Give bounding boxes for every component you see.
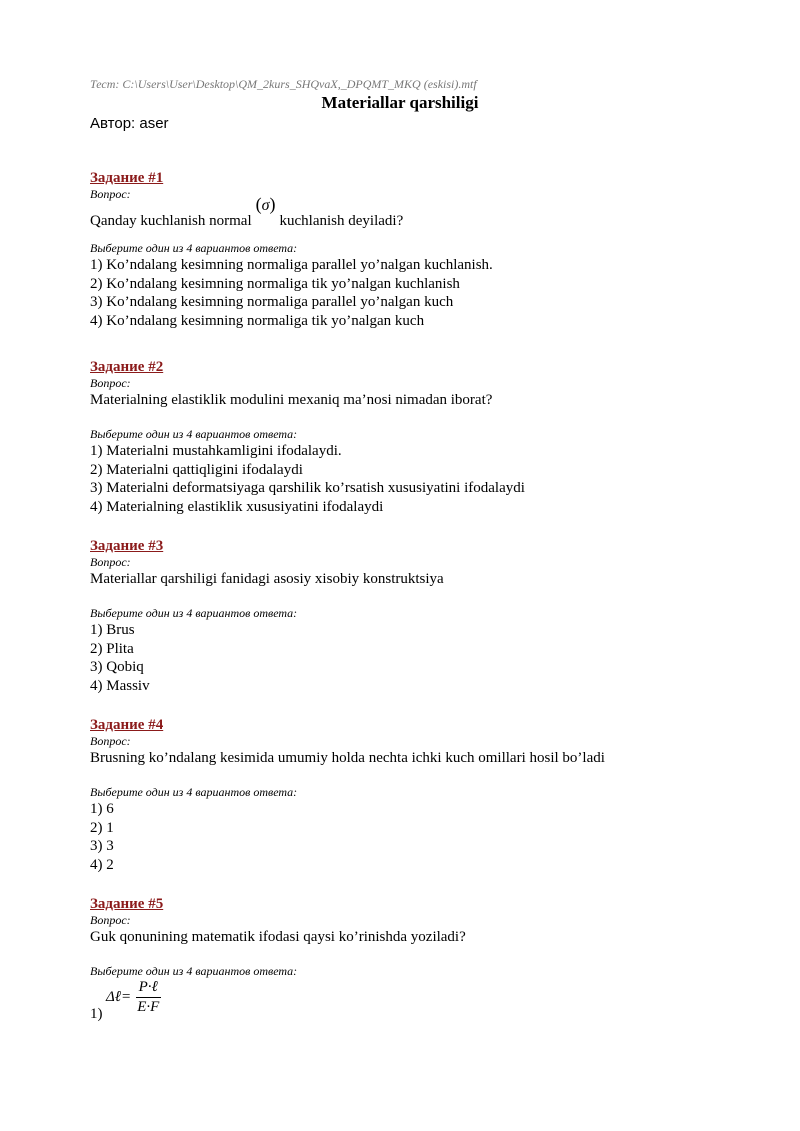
answer-option-number: 1)	[90, 1006, 103, 1022]
answer-prompt: Выберите один из 4 вариантов ответа:	[90, 427, 298, 441]
task-1	[90, 170, 730, 330]
task-title: Задание #3	[90, 538, 164, 554]
answer-option: 2) Materialni qattiqligini ifodalaydi	[90, 461, 303, 478]
answer-prompt: Выберите один из 4 вариантов ответа:	[90, 241, 298, 255]
answer-option: 3) 3	[90, 838, 114, 854]
sigma-symbol: (σ)	[255, 194, 276, 214]
answer-option: 1) Brus	[90, 622, 135, 638]
answer-option: 4) 2	[90, 856, 114, 873]
question-text: Materialning elastiklik modulini mexaniq ma’nosi nimadan iborat?	[90, 392, 493, 408]
answer-option: 1) Materialni mustahkamligini ifodalaydi.	[90, 443, 342, 459]
hooke-law-formula	[106, 979, 162, 1016]
answer-option: 4) Massiv	[90, 677, 150, 694]
task-5	[90, 896, 730, 1027]
answer-option-formula	[90, 979, 730, 1027]
question-label: Вопрос:	[90, 555, 131, 569]
answer-option: 2) Ko’ndalang kesimning normaligа tik yo’nalgan kuchlanish	[90, 275, 460, 292]
task-title: Задание #5	[90, 896, 164, 912]
answer-option: 1) 6	[90, 801, 114, 817]
answer-option: 2) Plita	[90, 640, 134, 657]
answer-option: 4) Ko’ndalang kesimning normaligа tik yo’nalgan kuch	[90, 312, 425, 329]
task-title: Задание #2	[90, 359, 164, 375]
question-text-after: kuchlanish deyiladi?	[279, 213, 404, 229]
task-title: Задание #1	[90, 170, 164, 186]
file-path: Тест: C:\Users\User\Desktop\QM_2kurs_SHQvaX,_DPQMT_MKQ (eskisi).mtf	[90, 77, 477, 91]
task-2	[90, 359, 730, 516]
question-label: Вопрос:	[90, 734, 131, 748]
question-text: Brusning ko’ndalang kesimida umumiy holda nechta ichki kuch omillari hosil bo’ladi	[90, 750, 605, 766]
answer-option: 3) Materialni deformatsiyaga qarshilik ko’rsatish xususiyatini ifodalaydi	[90, 480, 525, 496]
author-line: Автор: aser	[90, 115, 169, 132]
answer-prompt: Выберите один из 4 вариантов ответа:	[90, 606, 298, 620]
answer-option: 2) 1	[90, 819, 114, 836]
document-title: Materiallar qarshiligi	[321, 93, 479, 112]
question-text: Materiallar qarshiligi fanidagi asosiy xisobiy konstruktsiya	[90, 571, 444, 587]
formula-denominator: E·F	[137, 999, 160, 1015]
question-label: Вопрос:	[90, 376, 131, 390]
formula-fraction	[134, 979, 162, 1016]
task-title: Задание #4	[90, 717, 164, 733]
question-text-before: Qanday kuchlanish normal	[90, 213, 252, 229]
formula-numerator: P·ℓ	[136, 979, 161, 998]
answer-option: 3) Ko’ndalang kesimning normaligа parallel yo’nalgan kuch	[90, 294, 454, 310]
answer-prompt: Выберите один из 4 вариантов ответа:	[90, 964, 298, 978]
answer-option: 1) Ko’ndalang kesimning normaligа parallel yo’nalgan kuchlanish.	[90, 257, 493, 273]
answer-prompt: Выберите один из 4 вариантов ответа:	[90, 785, 298, 799]
question-label: Вопрос:	[90, 187, 131, 201]
task-3	[90, 538, 730, 695]
formula-lhs: Δℓ=	[106, 989, 132, 1005]
answer-option: 4) Materialning elastiklik xususiyatini ifodalaydi	[90, 498, 384, 515]
task-4	[90, 717, 730, 874]
question-text: Guk qonunining matematik ifodasi qaysi ko’rinishda yoziladi?	[90, 929, 466, 945]
question-label: Вопрос:	[90, 913, 131, 927]
answer-option: 3) Qobiq	[90, 659, 144, 675]
